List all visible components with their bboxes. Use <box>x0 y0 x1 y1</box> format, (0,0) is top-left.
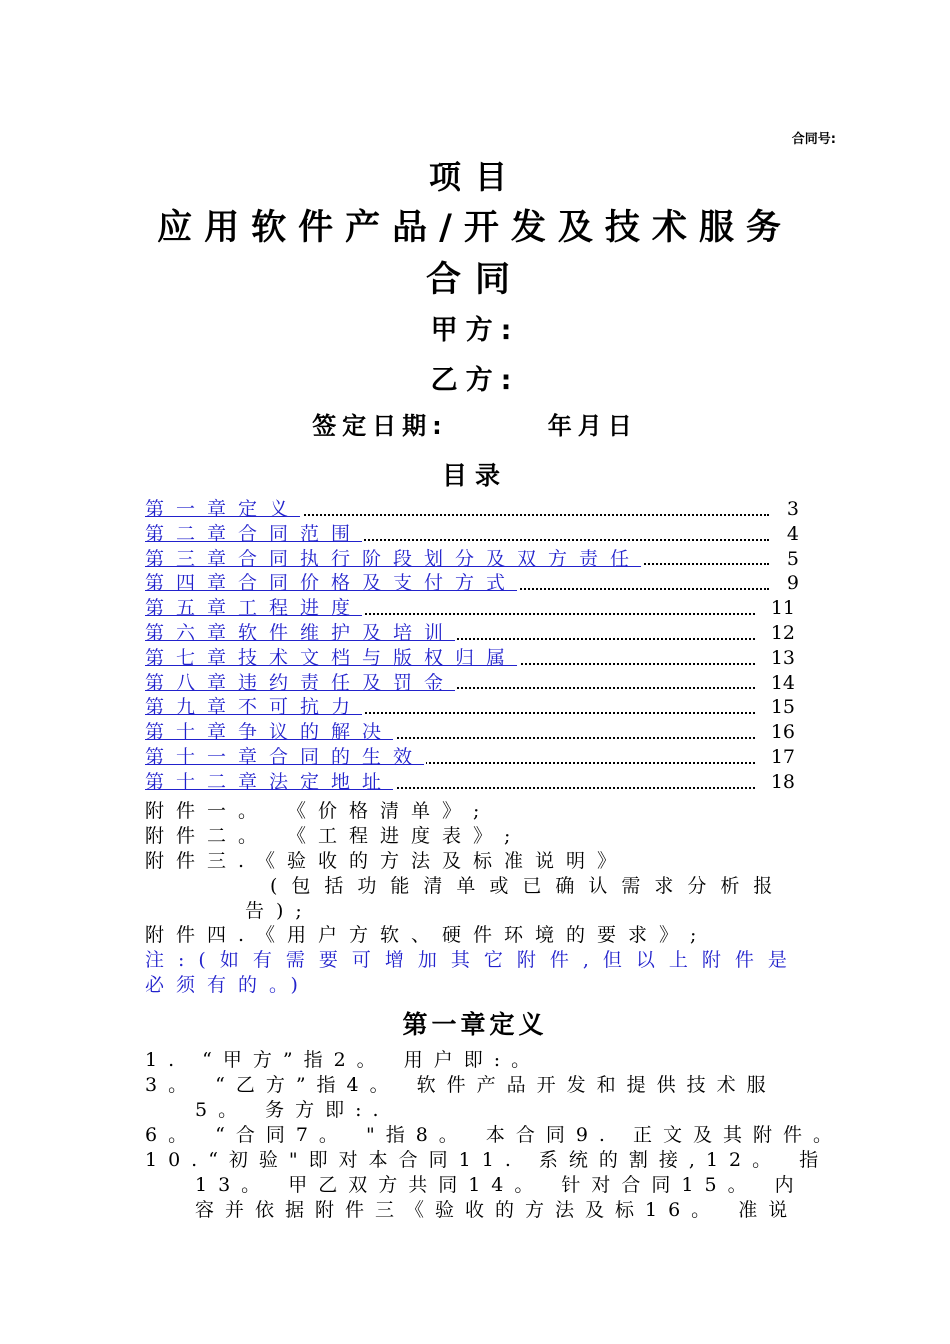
toc-entry <box>145 695 805 720</box>
toc-link-chapter-3[interactable]: 第三章合同执行阶段划分及双方责任 <box>145 547 642 570</box>
sign-date-value: 年月日 <box>547 412 638 440</box>
attachment-3: 附件三.《验收的方法及标准说明》 <box>145 850 629 872</box>
attachment-1: 附件一。 《价格清单》; <box>145 800 492 822</box>
definition-line: 3。 “乙方”指4。 软件产品开发和提供技术服 <box>145 1074 777 1096</box>
toc-link-chapter-1[interactable]: 第一章定义 <box>145 498 301 520</box>
definition-line: 1. “甲方”指2。 用户即:。 <box>145 1049 542 1071</box>
toc-entry <box>145 497 805 522</box>
toc-page-number: 16 <box>770 721 795 744</box>
toc-entry <box>145 571 805 596</box>
definition-line: 容并依据附件三《验收的方法及标16。 准说 <box>195 1199 799 1221</box>
attachment-4: 附件四.《用户方软、硬件环境的要求》; <box>145 924 709 946</box>
project-title: 项目 <box>428 158 521 196</box>
toc-link-chapter-12[interactable]: 第十二章法定地址 <box>145 770 394 793</box>
toc-page-number: 3 <box>786 498 799 520</box>
toc-entry <box>145 671 805 696</box>
table-of-contents <box>145 497 805 795</box>
party-b-label: 乙方: <box>430 365 520 396</box>
attachment-note: 注:(如有需要可增加其它附件,但以上附件是 <box>145 949 801 971</box>
toc-link-chapter-10[interactable]: 第十章争议的解决 <box>145 721 394 744</box>
toc-entry <box>145 720 805 745</box>
toc-entry <box>145 646 805 671</box>
attachment-2: 附件二。 《工程进度表》; <box>145 825 523 847</box>
definition-line: 6。 “合同7。 "指8。 本合同9. 正文及其附件。 <box>145 1124 844 1146</box>
definition-line: 13。 甲乙双方共同14。 针对合同15。 内 <box>195 1174 805 1196</box>
toc-page-number: 12 <box>770 621 795 644</box>
toc-link-chapter-9[interactable]: 第九章不可抗力 <box>145 696 363 719</box>
definition-line: 5。 务方即:. <box>195 1099 390 1121</box>
toc-page-number: 5 <box>786 547 799 570</box>
toc-page-number: 17 <box>770 745 795 768</box>
toc-link-chapter-4[interactable]: 第四章合同价格及支付方式 <box>145 572 518 595</box>
toc-page-number: 18 <box>770 770 795 793</box>
toc-entry <box>145 621 805 646</box>
toc-link-chapter-5[interactable]: 第五章工程进度 <box>145 597 363 620</box>
toc-page-number: 9 <box>786 572 799 595</box>
sign-date-label: 签定日期: <box>312 412 448 440</box>
contract-title-suffix: 合同 <box>425 260 524 300</box>
toc-entry <box>145 770 805 795</box>
toc-page-number: 4 <box>786 522 799 545</box>
party-a-label: 甲方: <box>430 315 520 346</box>
toc-entry <box>145 547 805 572</box>
toc-link-chapter-6[interactable]: 第六章软件维护及培训 <box>145 621 456 644</box>
toc-page-number: 15 <box>770 696 795 719</box>
toc-page-number: 14 <box>770 671 795 694</box>
sign-date-row <box>0 406 950 441</box>
toc-link-chapter-7[interactable]: 第七章技术文档与版权归属 <box>145 646 518 669</box>
contract-title: 应用软件产品/开发及技术服务 <box>157 208 793 248</box>
toc-entry <box>145 745 805 770</box>
toc-page-number: 13 <box>770 646 795 669</box>
toc-link-chapter-11[interactable]: 第十一章合同的生效 <box>145 745 425 768</box>
toc-entry <box>145 522 805 547</box>
toc-heading: 目录 <box>441 461 508 490</box>
toc-entry <box>145 596 805 621</box>
contract-number-label: 合同号: <box>791 132 836 147</box>
attachment-note-cont: 必须有的。) <box>145 974 310 996</box>
definition-line: 10.“初验"即对本合同11. 系统的割接,12。 指 <box>145 1149 830 1171</box>
toc-page-number: 11 <box>770 597 795 620</box>
toc-link-chapter-2[interactable]: 第二章合同范围 <box>145 522 363 545</box>
attachment-3-note-cont: 告); <box>245 900 314 922</box>
chapter-1-heading: 第一章定义 <box>402 1010 548 1039</box>
toc-link-chapter-8[interactable]: 第八章违约责任及罚金 <box>145 671 456 694</box>
attachment-3-note: (包括功能清单或已确认需求分析报 <box>270 875 787 897</box>
